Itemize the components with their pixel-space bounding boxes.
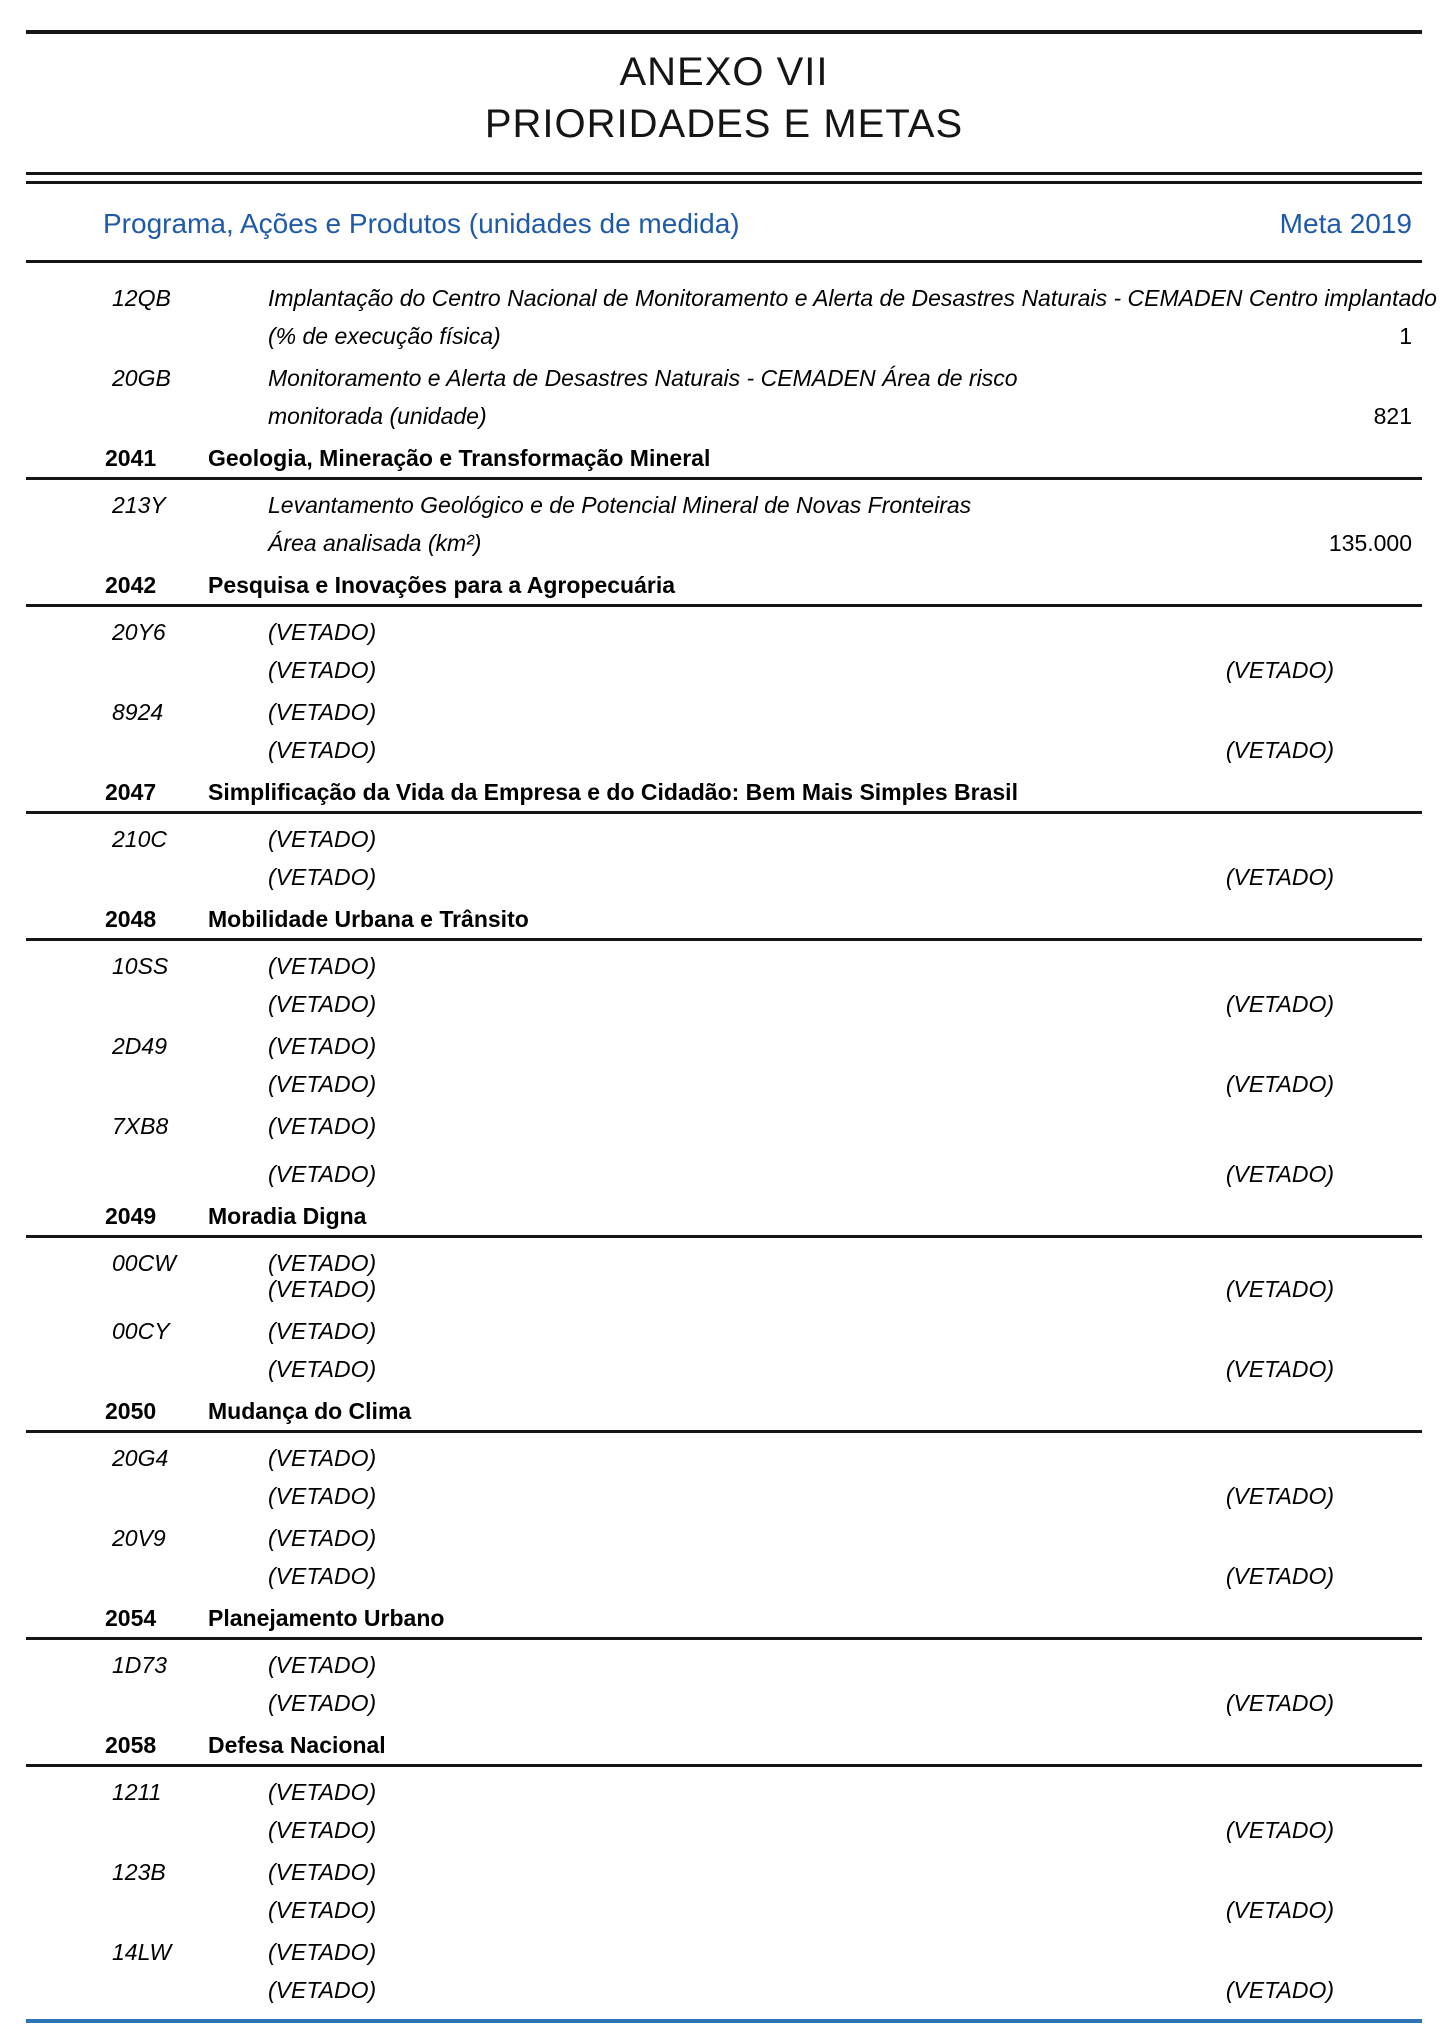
- action-code: 7XB8: [112, 1113, 169, 1139]
- meta-value: (VETADO): [1225, 1563, 1334, 1589]
- meta-value: (VETADO): [1225, 1897, 1334, 1923]
- table-row: [26, 1646, 1422, 1722]
- action-description-line2: (VETADO): [268, 1817, 377, 1843]
- double-rule: [26, 172, 1422, 184]
- meta-value: (VETADO): [1225, 1276, 1334, 1302]
- section-divider: [26, 938, 1422, 941]
- top-rule: [26, 30, 1422, 34]
- action-description-line2: (VETADO): [268, 1161, 377, 1187]
- action-description-line2: (VETADO): [268, 864, 377, 890]
- action-description-line1: (VETADO): [268, 1445, 377, 1471]
- program-row: [26, 1599, 1422, 1637]
- action-code: 8924: [112, 699, 164, 725]
- program-row: [26, 900, 1422, 938]
- action-description-line2: (% de execução física): [268, 323, 501, 349]
- table-row: [26, 1933, 1422, 2009]
- action-description-line2: (VETADO): [268, 1897, 377, 1923]
- program-title: Pesquisa e Inovações para a Agropecuária: [208, 572, 676, 598]
- meta-value: (VETADO): [1225, 657, 1334, 683]
- table-row: [26, 693, 1422, 769]
- program-code: 2041: [105, 445, 157, 471]
- meta-value: (VETADO): [1225, 1071, 1334, 1097]
- action-description-line1: (VETADO): [268, 953, 377, 979]
- program-title: Moradia Digna: [208, 1203, 367, 1229]
- table-row: [26, 1853, 1422, 1929]
- action-description-line1: Levantamento Geológico e de Potencial Mineral de Novas Fronteiras: [268, 492, 972, 518]
- meta-value: 821: [1373, 403, 1412, 429]
- action-description-line2: (VETADO): [268, 1483, 377, 1509]
- action-code: 213Y: [112, 492, 166, 518]
- section-divider: [26, 1764, 1422, 1767]
- action-code: 1D73: [112, 1652, 167, 1678]
- action-description-line1: (VETADO): [268, 826, 377, 852]
- section-divider: [26, 1637, 1422, 1640]
- program-code: 2050: [105, 1398, 157, 1424]
- meta-value: 1: [1399, 323, 1412, 349]
- table-row: [26, 1027, 1422, 1103]
- action-code: 12QB: [112, 285, 171, 311]
- column-header-meta: Meta 2019: [1279, 208, 1412, 239]
- table-row: [26, 1439, 1422, 1515]
- table-row: [26, 1312, 1422, 1388]
- table-row: [26, 613, 1422, 689]
- meta-value: (VETADO): [1225, 1161, 1334, 1187]
- action-description-line1: (VETADO): [268, 1652, 377, 1678]
- table-row: [26, 279, 1437, 355]
- action-description-line2: (VETADO): [268, 1690, 377, 1716]
- table-header-row: [26, 184, 1422, 260]
- meta-value: (VETADO): [1225, 1690, 1334, 1716]
- meta-value: (VETADO): [1225, 1977, 1334, 2003]
- section-divider: [26, 1430, 1422, 1433]
- action-description-line2: (VETADO): [268, 1071, 377, 1097]
- action-description-line2: (VETADO): [268, 1977, 377, 2003]
- action-description-line2: (VETADO): [268, 1356, 377, 1382]
- section-divider: [26, 477, 1422, 480]
- action-code: 210C: [112, 826, 167, 852]
- action-description-line2: monitorada (unidade): [268, 403, 487, 429]
- action-code: 14LW: [112, 1939, 172, 1965]
- action-description-line2: Área analisada (km²): [268, 530, 482, 556]
- section-divider: [26, 811, 1422, 814]
- program-code: 2047: [105, 779, 157, 805]
- program-code: 2042: [105, 572, 157, 598]
- program-code: 2049: [105, 1203, 157, 1229]
- action-code: 123B: [112, 1859, 166, 1885]
- table-row: [26, 1773, 1422, 1849]
- meta-value: (VETADO): [1225, 1483, 1334, 1509]
- table-row: [26, 1244, 1422, 1308]
- action-description-line1: (VETADO): [268, 1859, 377, 1885]
- action-description-line2: (VETADO): [268, 737, 377, 763]
- page-bottom-rule: [26, 2019, 1422, 2023]
- program-code: 2048: [105, 906, 157, 932]
- document-title: [26, 46, 1422, 150]
- meta-value: 135.000: [1328, 530, 1412, 556]
- meta-value: (VETADO): [1225, 1817, 1334, 1843]
- meta-value: (VETADO): [1225, 737, 1334, 763]
- action-code: 20V9: [112, 1525, 166, 1551]
- action-code: 00CY: [112, 1318, 170, 1344]
- program-title: Mudança do Clima: [208, 1398, 412, 1424]
- action-description-line1: (VETADO): [268, 619, 377, 645]
- action-description-line1: (VETADO): [268, 1779, 377, 1805]
- action-description-line1: (VETADO): [268, 1525, 377, 1551]
- title-line-2: PRIORIDADES E METAS: [484, 102, 964, 146]
- action-code: 20GB: [112, 365, 171, 391]
- action-code: 00CW: [112, 1250, 176, 1276]
- action-description-line1: (VETADO): [268, 1113, 377, 1139]
- program-title: Defesa Nacional: [208, 1732, 386, 1758]
- action-description-line2: (VETADO): [268, 1563, 377, 1589]
- table-row: [26, 359, 1422, 435]
- column-header-programs: Programa, Ações e Produtos (unidades de medida): [103, 208, 740, 239]
- program-code: 2058: [105, 1732, 157, 1758]
- table-row: [26, 1519, 1422, 1595]
- program-title: Geologia, Mineração e Transformação Mineral: [208, 445, 711, 471]
- action-code: 20Y6: [112, 619, 166, 645]
- meta-value: (VETADO): [1225, 991, 1334, 1017]
- title-line-1: ANEXO VII: [619, 50, 829, 94]
- action-description-line1: (VETADO): [268, 1033, 377, 1059]
- action-description-line2: (VETADO): [268, 1276, 377, 1302]
- action-description-line1: (VETADO): [268, 1939, 377, 1965]
- meta-value: (VETADO): [1225, 1356, 1334, 1382]
- priorities-table: [26, 263, 1437, 2009]
- table-row: [26, 1107, 1422, 1193]
- program-row: [26, 1726, 1422, 1764]
- program-row: [26, 1392, 1422, 1430]
- table-row: [26, 947, 1422, 1023]
- table-row: [26, 486, 1422, 562]
- program-title: Simplificação da Vida da Empresa e do Cidadão: Bem Mais Simples Brasil: [208, 779, 1018, 805]
- action-description-line1: (VETADO): [268, 1250, 377, 1276]
- action-description-line1: Implantação do Centro Nacional de Monitoramento e Alerta de Desastres Naturais - CEMADEN Centro implantado: [268, 285, 1437, 311]
- action-description-line2: (VETADO): [268, 657, 377, 683]
- program-title: Planejamento Urbano: [208, 1605, 445, 1631]
- action-code: 20G4: [112, 1445, 169, 1471]
- program-title: Mobilidade Urbana e Trânsito: [208, 906, 529, 932]
- meta-value: (VETADO): [1225, 864, 1334, 890]
- program-row: [26, 1197, 1422, 1235]
- action-code: 1211: [112, 1779, 162, 1805]
- action-code: 10SS: [112, 953, 169, 979]
- program-code: 2054: [105, 1605, 157, 1631]
- program-row: [26, 566, 1422, 604]
- action-code: 2D49: [112, 1033, 167, 1059]
- section-divider: [26, 1235, 1422, 1238]
- action-description-line2: (VETADO): [268, 991, 377, 1017]
- table-row: [26, 820, 1422, 896]
- action-description-line1: (VETADO): [268, 1318, 377, 1344]
- program-row: [26, 773, 1422, 811]
- section-divider: [26, 604, 1422, 607]
- program-row: [26, 439, 1422, 477]
- action-description-line1: Monitoramento e Alerta de Desastres Naturais - CEMADEN Área de risco: [268, 365, 1018, 391]
- action-description-line1: (VETADO): [268, 699, 377, 725]
